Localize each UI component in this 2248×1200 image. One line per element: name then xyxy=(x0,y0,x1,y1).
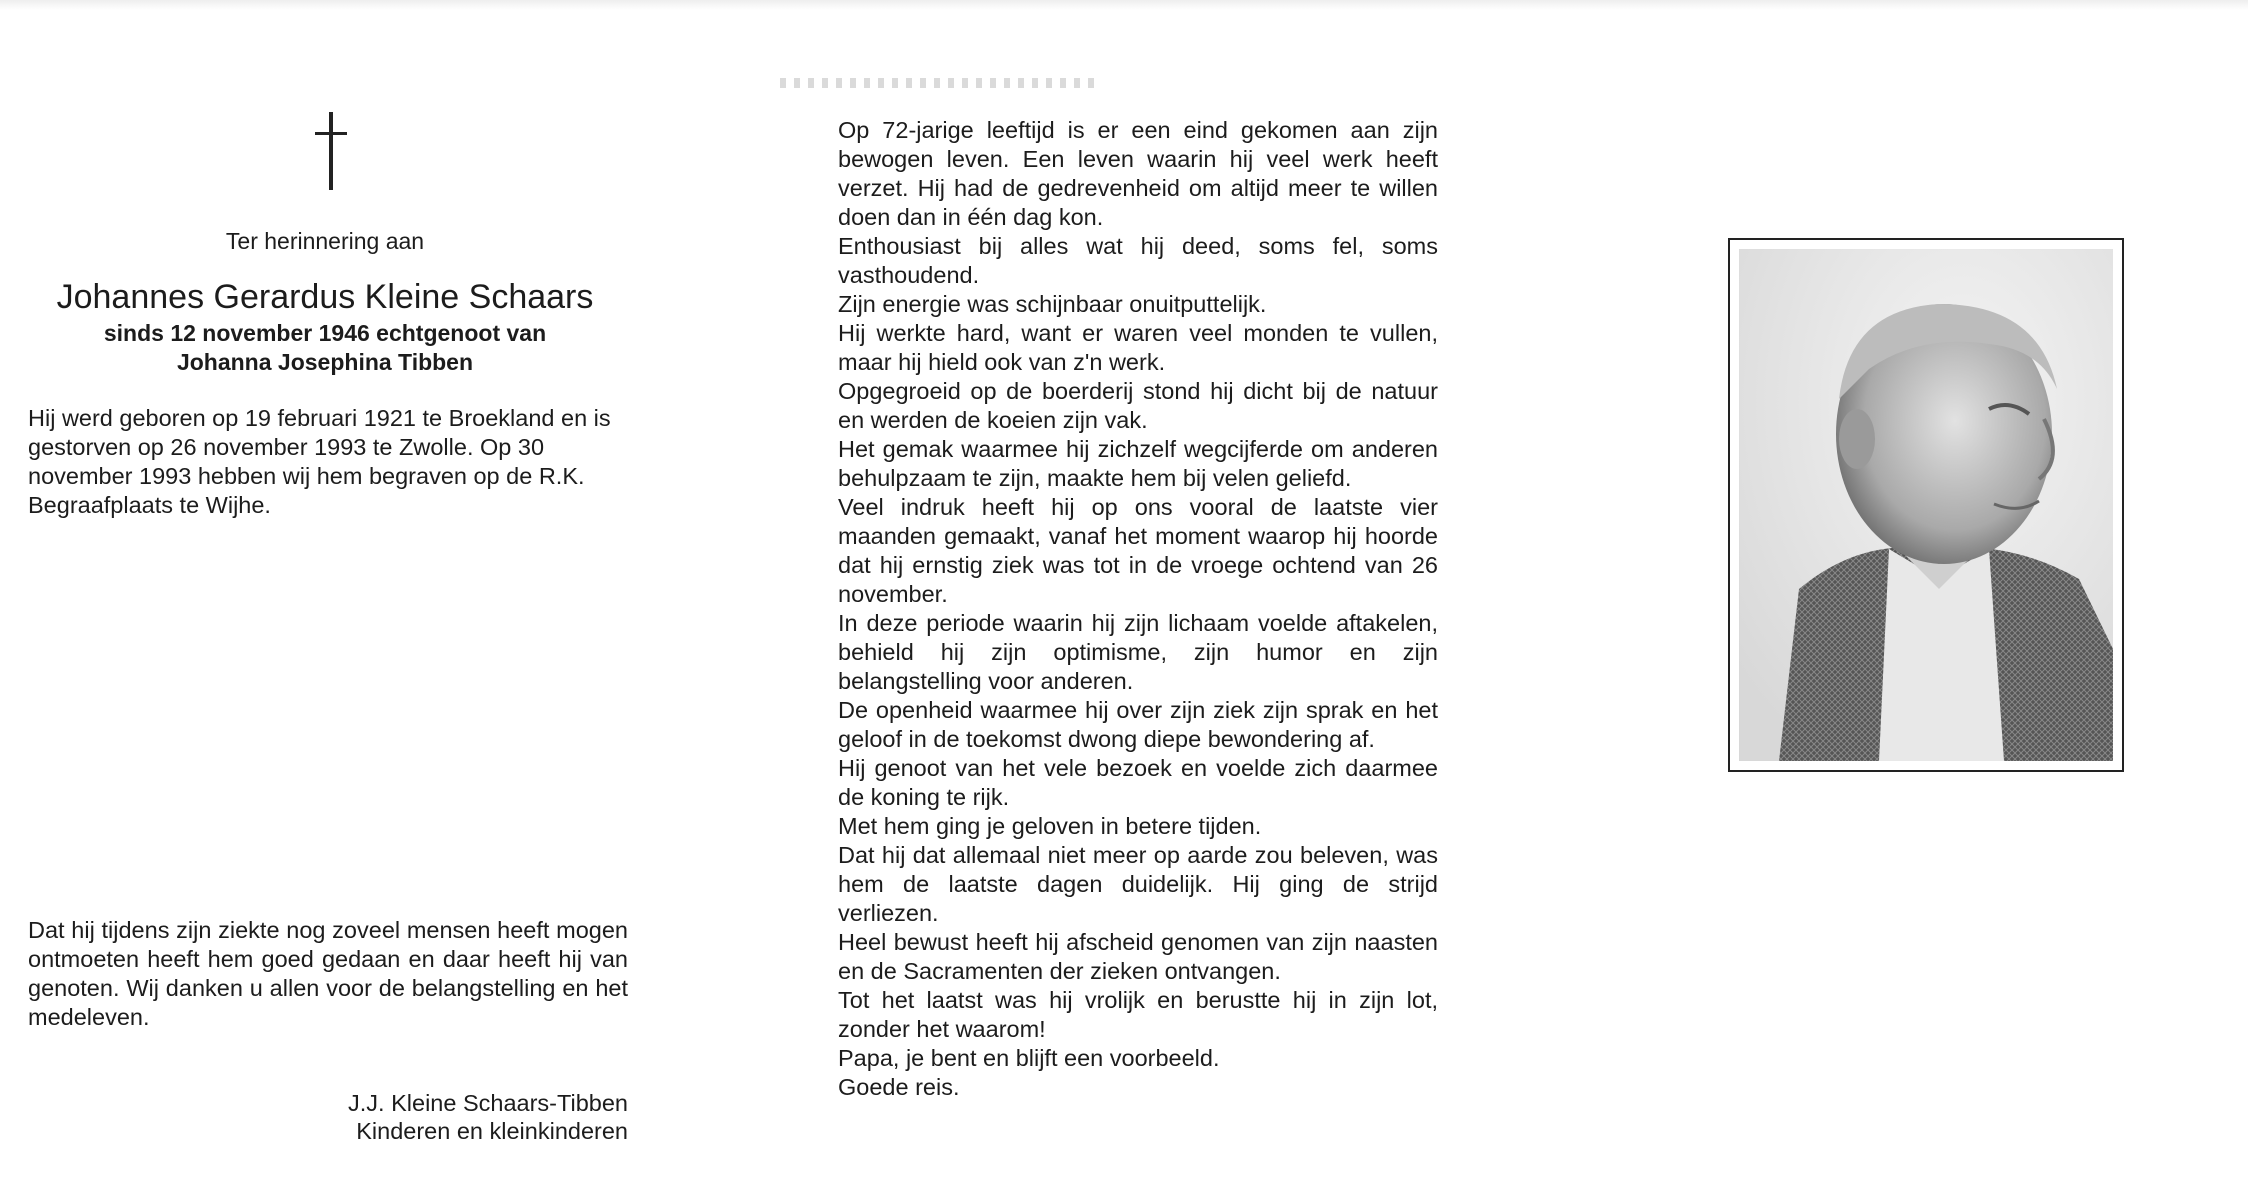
deceased-name: Johannes Gerardus Kleine Schaars xyxy=(56,278,594,316)
thanks-paragraph: Dat hij tijdens zijn ziekte nog zoveel mensen heeft mogen ontmoeten heeft hem goed gedaan en daar heeft hij van genoten. Wij danken u allen voor de belangstelling en het medeleven. xyxy=(28,917,628,1030)
tribute-line: Veel indruk heeft hij op ons vooral de laatste vier maanden gemaakt, vanaf het moment waarop hij hoorde dat hij ernstig ziek was tot in de vroege ochtend van 26 november. xyxy=(838,494,1438,607)
portrait-ear xyxy=(1839,409,1875,469)
tribute-line: Tot het laatst was hij vrolijk en berustte hij in zijn lot, zonder het waarom! xyxy=(838,987,1438,1042)
tribute-line: Enthousiast bij alles wat hij deed, soms fel, soms vasthoudend. xyxy=(838,233,1438,288)
spouse-name: Johanna Josephina Tibben xyxy=(176,349,474,375)
tribute-line: Papa, je bent en blijft een voorbeeld. xyxy=(838,1045,1220,1071)
tribute-line: Opgegroeid op de boerderij stond hij dicht bij de natuur en werden de koeien zijn vak. xyxy=(838,378,1438,433)
signature-family-name: J.J. Kleine Schaars-Tibben xyxy=(348,1090,628,1116)
cross-icon xyxy=(329,112,333,190)
tribute-line: Op 72-jarige leeftijd is er een eind gekomen aan zijn bewogen leven. Een leven waarin hij veel werk heeft verzet. Hij had de gedrevenheid om altijd meer te willen doen dan in één dag kon. xyxy=(838,117,1438,230)
tribute-line: De openheid waarmee hij over zijn ziek zijn sprak en het geloof in de toekomst dwong diepe bewondering af. xyxy=(838,697,1438,752)
tribute-line: In deze periode waarin hij zijn lichaam voelde aftakelen, behield hij zijn optimisme, zijn humor en zijn belangstelling voor anderen. xyxy=(838,610,1438,694)
intro-line: Ter herinnering aan xyxy=(225,228,425,254)
tribute-text xyxy=(838,116,1438,1102)
card-right-panel xyxy=(1520,0,2248,1200)
tribute-line: Met hem ging je geloven in betere tijden. xyxy=(838,813,1262,839)
portrait-frame xyxy=(1728,238,2124,772)
tribute-line: Hij genoot van het vele bezoek en voelde zich daarmee de koning te rijk. xyxy=(838,755,1438,810)
tribute-line: Het gemak waarmee hij zichzelf wegcijferde om anderen behulpzaam te zijn, maakte hem bij velen geliefd. xyxy=(838,436,1438,491)
signature-children: Kinderen en kleinkinderen xyxy=(356,1118,628,1144)
tribute-line: Goede reis. xyxy=(838,1074,960,1100)
tribute-line: Zijn energie was schijnbaar onuitputtelijk. xyxy=(838,291,1267,317)
marriage-line: sinds 12 november 1946 echtgenoot van xyxy=(103,320,547,346)
tribute-line: Hij werkte hard, want er waren veel monden te vullen, maar hij hield ook van z'n werk. xyxy=(838,320,1438,375)
card-middle-panel xyxy=(700,0,1460,1200)
tribute-line: Dat hij dat allemaal niet meer op aarde zou beleven, was hem de laatste dagen duidelijk. Hij ging de strijd verliezen. xyxy=(838,842,1438,926)
portrait-photo xyxy=(1739,249,2113,761)
scan-artifact xyxy=(780,78,1100,88)
tribute-line: Heel bewust heeft hij afscheid genomen van zijn naasten en de Sacramenten der zieken ontvangen. xyxy=(838,929,1438,984)
biography-paragraph: Hij werd geboren op 19 februari 1921 te Broekland en is gestorven op 26 november 1993 te Zwolle. Op 30 november 1993 hebben wij hem begraven op de R.K. Begraafplaats te Wijhe. xyxy=(28,405,611,518)
card-left-panel xyxy=(0,0,700,1200)
